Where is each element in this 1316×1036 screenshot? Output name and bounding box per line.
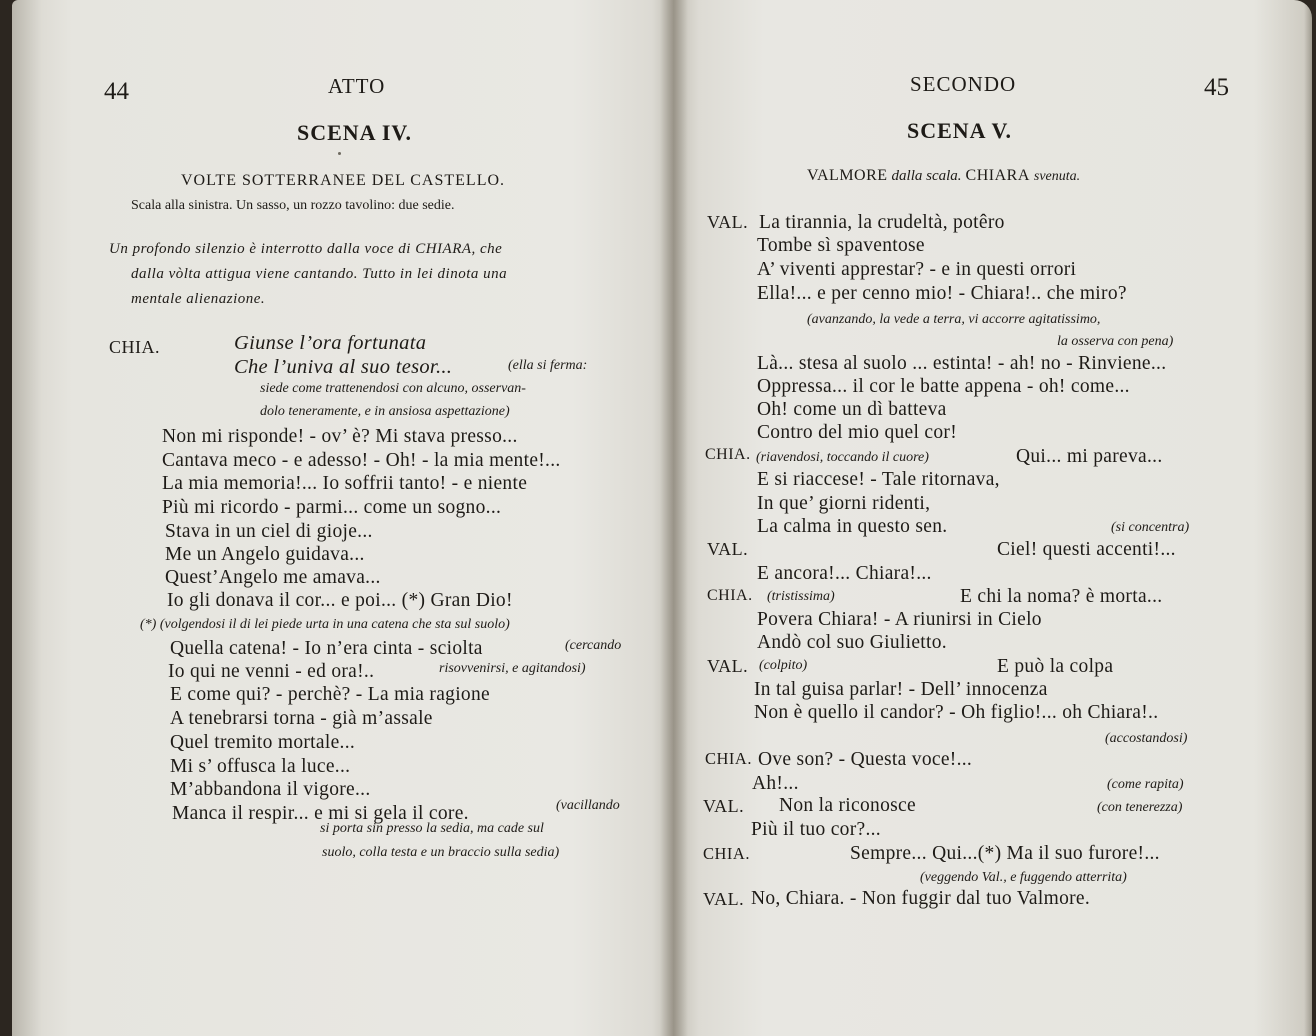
stage-direction: (riavendosi, toccando il cuore)	[756, 450, 929, 465]
verse-line: Là... stesa al suolo ... estinta! - ah! no - Rinviene...	[757, 353, 1167, 374]
speaker-label: CHIA.	[707, 587, 753, 604]
page-number: 45	[1204, 74, 1229, 101]
verse-line: Povera Chiara! - A riunirsi in Cielo	[757, 609, 1042, 630]
stage-direction-line: dalla vòlta attigua viene cantando. Tutto in lei dinota una	[131, 266, 508, 282]
verse-line: In que’ giorni ridenti,	[757, 493, 931, 514]
verse-line: Manca il respir... e mi si gela il core.	[172, 803, 469, 824]
verse-line: No, Chiara. - Non fuggir dal tuo Valmore.	[751, 888, 1091, 909]
verse-line: Quella catena! - Io n’era cinta - sciolta	[170, 638, 483, 659]
speaker-label: VAL.	[703, 796, 745, 816]
speaker-label: VAL.	[707, 212, 749, 232]
verse-line: Oppressa... il cor le batte appena - oh! come...	[757, 376, 1130, 397]
stage-direction-line: Un profondo silenzio è interrotto dalla voce di CHIARA, che	[109, 241, 503, 257]
sung-verse: Giunse l’ora fortunata	[234, 332, 427, 354]
character-name: VALMORE	[807, 167, 888, 184]
stage-direction-line: mentale alienazione.	[131, 291, 266, 307]
verse-line: E si riaccese! - Tale ritornava,	[757, 469, 1000, 490]
setting-detail: Scala alla sinistra. Un sasso, un rozzo tavolino: due sedie.	[131, 198, 455, 213]
verse-line: Quest’Angelo me amava...	[165, 567, 381, 588]
verse-line: La calma in questo sen.	[757, 516, 948, 537]
verse-line: La tirannia, la crudeltà, potêro	[759, 212, 1005, 233]
verse-line: Qui... mi pareva...	[1016, 446, 1163, 467]
stage-direction: risovvenirsi, e agitandosi)	[439, 661, 586, 676]
footnote: (*) (volgendosi il di lei piede urta in una catena che sta sul suolo)	[140, 617, 510, 632]
page-number: 44	[104, 78, 129, 105]
speaker-label: VAL.	[707, 656, 749, 676]
verse-line: Andò col suo Giulietto.	[757, 632, 947, 653]
stage-intro	[807, 167, 1080, 185]
verse-line: Cantava meco - e adesso! - Oh! - la mia mente!...	[162, 450, 561, 471]
verse-line: Me un Angelo guidava...	[165, 544, 365, 565]
verse-line: Ciel! questi accenti!...	[997, 539, 1176, 560]
sung-verse: Che l’univa al suo tesor...	[234, 356, 453, 378]
verse-line: Io qui ne venni - ed ora!..	[168, 661, 375, 682]
running-head: SECONDO	[910, 72, 1017, 96]
stage-direction: suolo, colla testa e un braccio sulla sedia)	[322, 845, 560, 860]
stage-direction: (colpito)	[759, 658, 808, 673]
verse-line: Contro del mio quel cor!	[757, 422, 957, 443]
verse-line: Quel tremito mortale...	[170, 732, 356, 753]
verse-line: E può la colpa	[997, 656, 1114, 677]
stage-direction: (ella si ferma:	[508, 358, 588, 373]
speaker-label: CHIA.	[703, 844, 750, 863]
verse-line: Sempre... Qui...(*) Ma il suo furore!...	[850, 843, 1160, 864]
verse-line: A’ viventi apprestar? - e in questi orrori	[757, 259, 1077, 280]
verse-line: Non è quello il candor? - Oh figlio!... oh Chiara!..	[754, 702, 1159, 723]
stage-direction: (veggendo Val., e fuggendo atterrita)	[920, 870, 1127, 885]
verse-line: E come qui? - perchè? - La mia ragione	[170, 684, 490, 705]
speaker-label: VAL.	[703, 889, 745, 909]
verse-line: Mi s’ offusca la luce...	[170, 756, 351, 777]
verse-line: M’abbandona il vigore...	[170, 779, 371, 800]
stage-direction: (tristissima)	[767, 589, 835, 604]
stage-direction: (avanzando, la vede a terra, vi accorre agitatissimo,	[807, 312, 1101, 327]
ornament-dot	[338, 152, 341, 155]
stage-direction: (come rapita)	[1107, 777, 1184, 792]
stage-direction: (si concentra)	[1111, 520, 1190, 535]
scene-title: SCENA V.	[907, 118, 1013, 143]
speaker-label: CHIA.	[705, 446, 751, 463]
stage-direction: dolo teneramente, e in ansiosa aspettazione)	[260, 404, 510, 419]
stage-direction: si porta sin presso la sedia, ma cade sul	[320, 821, 544, 836]
stage-direction: dalla scala.	[891, 168, 962, 184]
right-page	[674, 0, 1312, 1036]
verse-line: Più il tuo cor?...	[751, 819, 881, 840]
running-head: ATTO	[328, 74, 386, 98]
verse-line: E ancora!... Chiara!...	[757, 563, 932, 584]
stage-direction: (con tenerezza)	[1097, 800, 1183, 815]
left-page	[12, 0, 674, 1036]
scene-title: SCENA IV.	[297, 120, 412, 145]
stage-direction: siede come trattenendosi con alcuno, osservan-	[260, 381, 526, 396]
verse-line: Ella!... e per cenno mio! - Chiara!.. che miro?	[757, 283, 1127, 304]
verse-line: A tenebrarsi torna - già m’assale	[170, 708, 433, 729]
verse-line: Stava in un ciel di gioje...	[165, 521, 373, 542]
verse-line: E chi la noma? è morta...	[960, 586, 1163, 607]
speaker-label: CHIA.	[705, 749, 752, 768]
verse-line: Tombe sì spaventose	[757, 235, 925, 256]
verse-line: Ah!...	[752, 773, 799, 794]
verse-line: In tal guisa parlar! - Dell’ innocenza	[754, 679, 1048, 700]
verse-line: Ove son? - Questa voce!...	[758, 749, 973, 770]
stage-direction: (cercando	[565, 638, 622, 653]
speaker-label: CHIA.	[109, 337, 160, 357]
stage-direction: svenuta.	[1033, 169, 1081, 184]
character-name: CHIARA	[965, 167, 1030, 184]
verse-line: La mia memoria!... Io soffrii tanto! - e niente	[162, 473, 528, 494]
stage-direction: (vacillando	[556, 798, 620, 813]
book-gutter	[660, 0, 688, 1036]
speaker-label: VAL.	[707, 539, 749, 559]
verse-line: Oh! come un dì batteva	[757, 399, 947, 420]
stage-direction: (accostandosi)	[1105, 731, 1188, 746]
verse-line: Più mi ricordo - parmi... come un sogno...	[162, 497, 502, 518]
verse-line: Non mi risponde! - ov’ è? Mi stava presso...	[162, 426, 518, 447]
verse-line: Non la riconosce	[779, 795, 916, 816]
stage-direction: la osserva con pena)	[1057, 334, 1174, 349]
setting-title: VOLTE SOTTERRANEE DEL CASTELLO.	[181, 172, 506, 189]
verse-line: Io gli donava il cor... e poi... (*) Gran Dio!	[167, 590, 513, 611]
